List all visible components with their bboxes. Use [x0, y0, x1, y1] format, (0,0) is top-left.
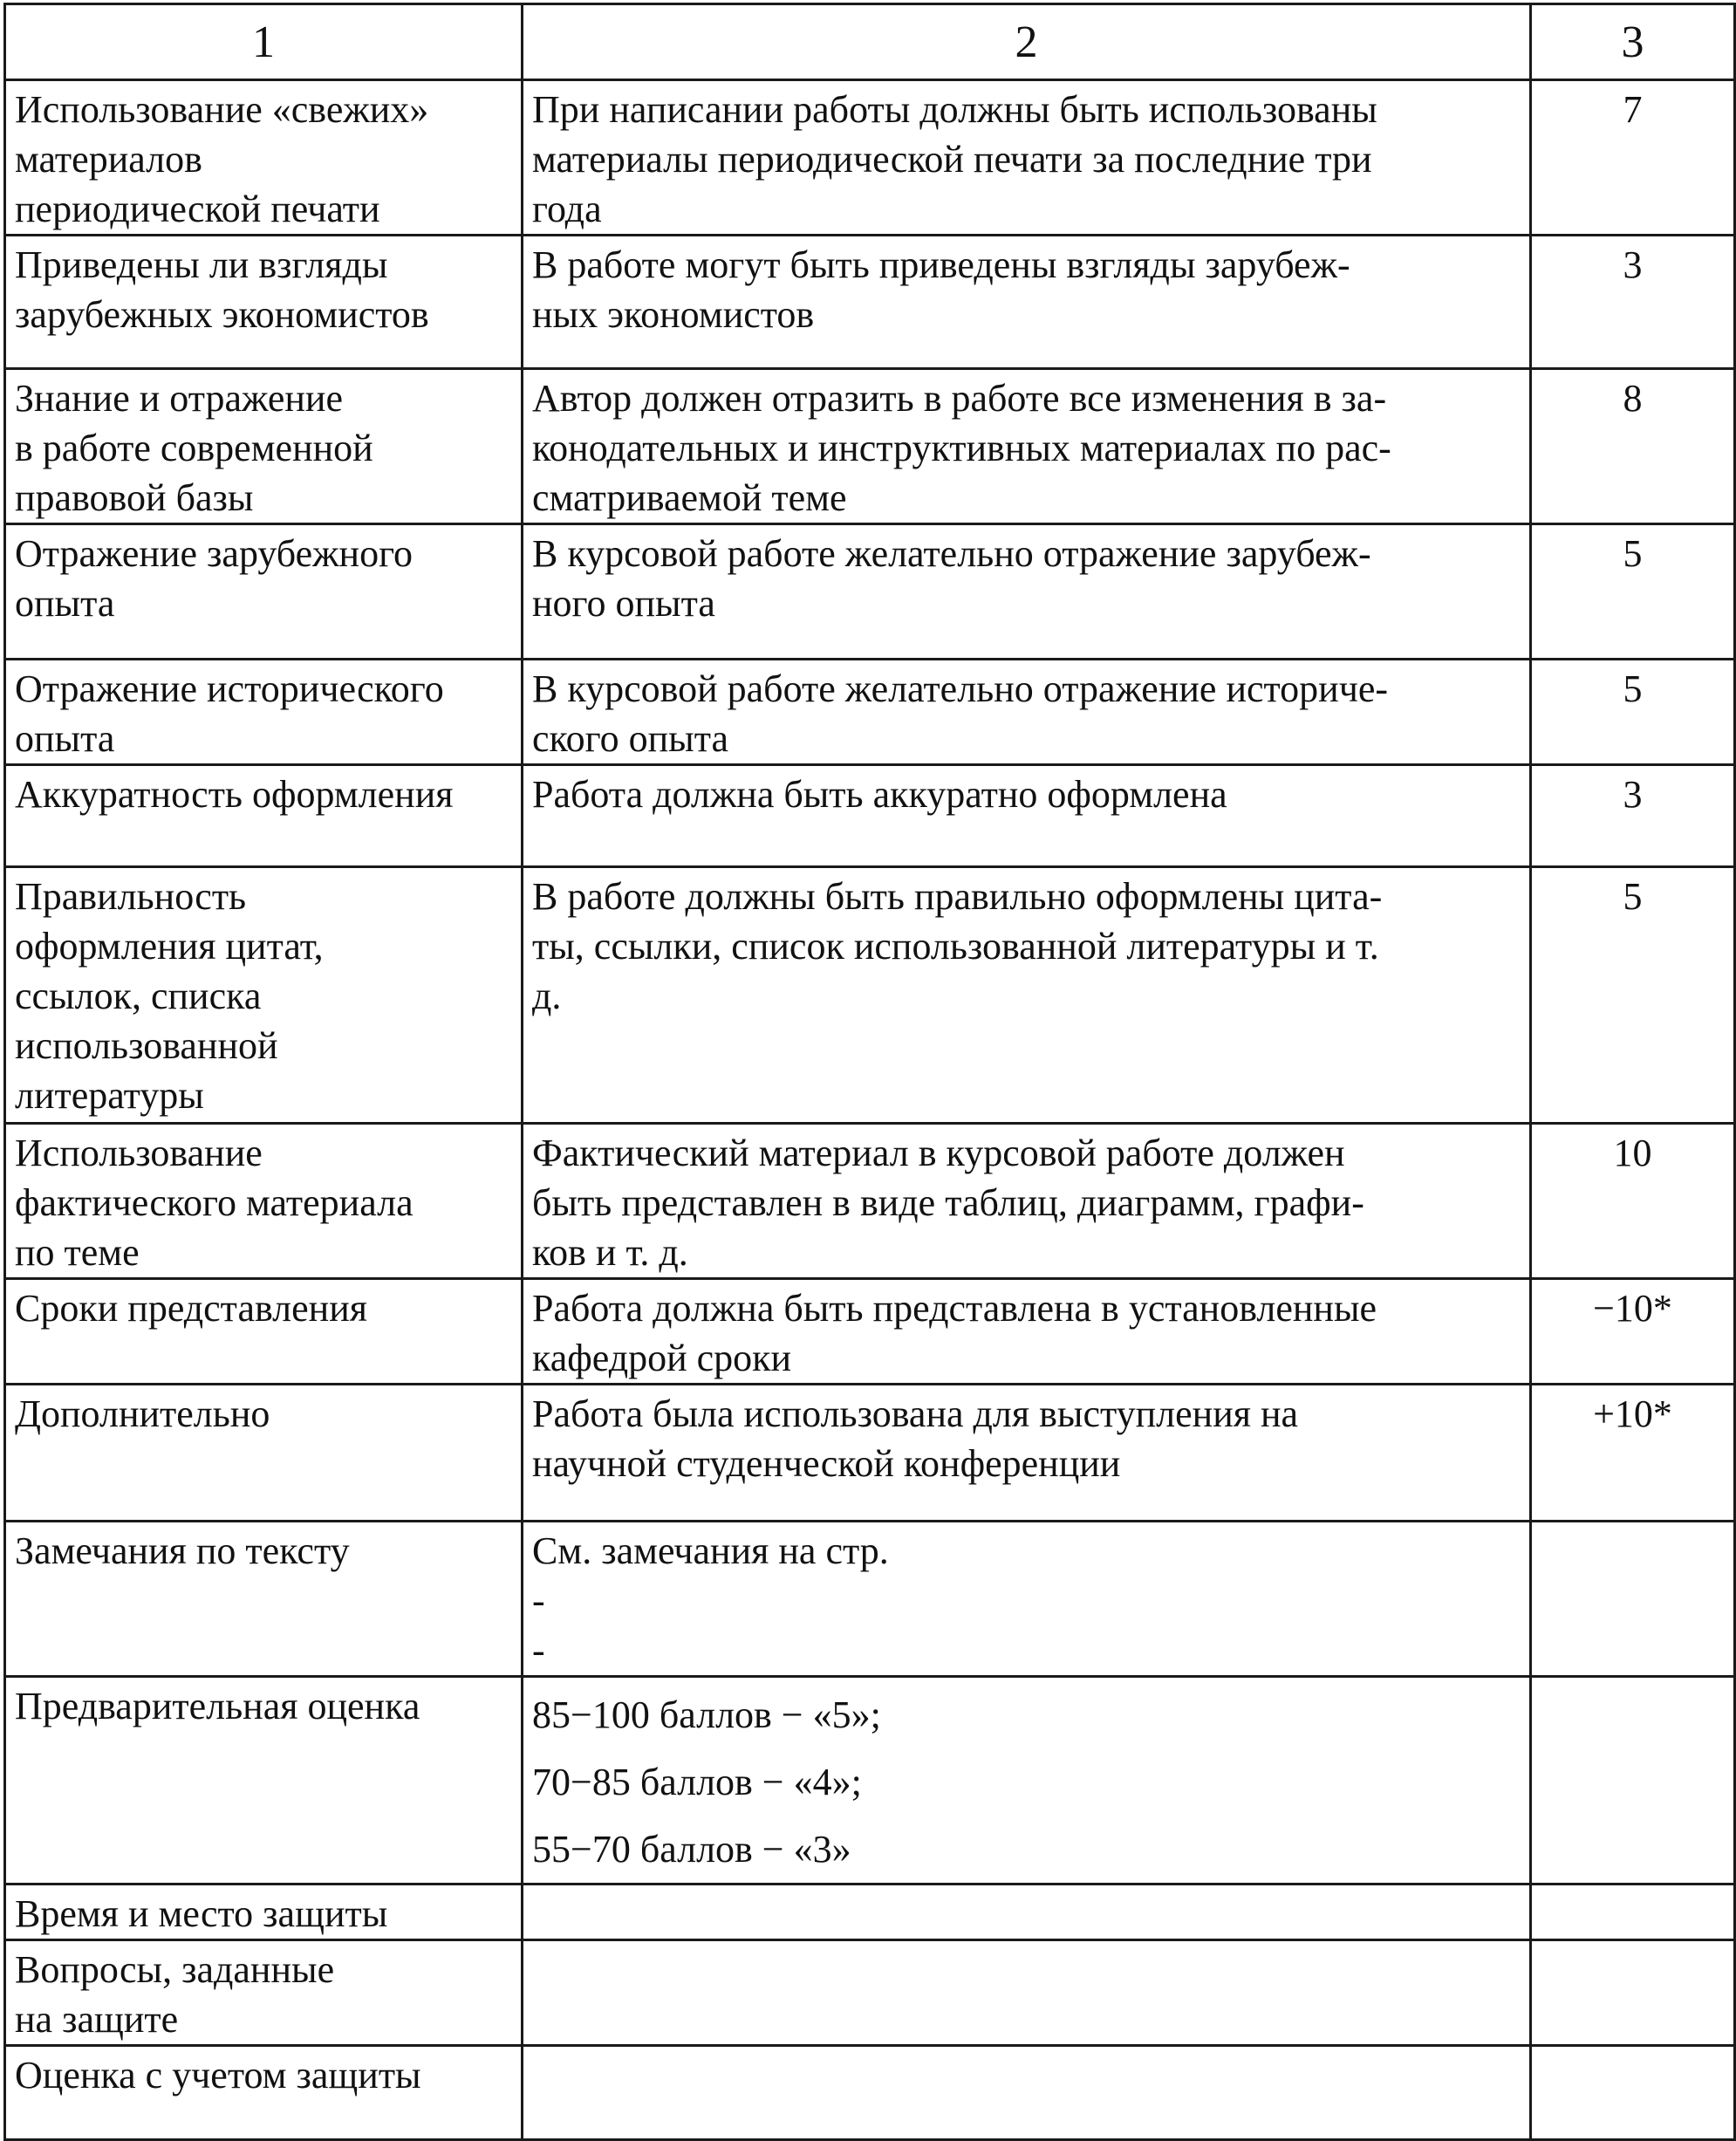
requirement-line: материалы периодической печати за последние три — [532, 138, 1372, 181]
requirement-line: ты, ссылки, список использованной литературы и т. — [532, 925, 1379, 968]
requirement-cell — [523, 2046, 1531, 2140]
requirement-cell — [523, 1279, 1531, 1385]
table-row — [5, 524, 1735, 660]
requirement-cell — [523, 1677, 1531, 1884]
requirement-cell — [523, 524, 1531, 660]
criterion-cell — [5, 1940, 523, 2046]
points-cell: 5 — [1531, 867, 1735, 1124]
table-row — [5, 867, 1735, 1124]
criterion-cell — [5, 1279, 523, 1385]
requirement-line: В курсовой работе желательно отражение историче- — [532, 667, 1389, 710]
table-row — [5, 2046, 1735, 2140]
points-cell: 5 — [1531, 524, 1735, 660]
criterion-line: литературы — [15, 1074, 204, 1117]
requirement-line: конодательных и инструктивных материалах по рас- — [532, 427, 1391, 469]
requirement-line: В курсовой работе желательно отражение зарубеж- — [532, 532, 1371, 575]
requirement-line: ных экономистов — [532, 293, 815, 336]
requirement-cell — [523, 236, 1531, 369]
requirement-line: быть представлен в виде таблиц, диаграмм, графи- — [532, 1181, 1364, 1224]
criterion-line: Дополнительно — [15, 1392, 270, 1435]
column-header-2: 2 — [523, 4, 1531, 80]
points-cell: 3 — [1531, 236, 1735, 369]
points-cell: 10 — [1531, 1124, 1735, 1279]
table-row — [5, 236, 1735, 369]
table-row — [5, 660, 1735, 765]
table-row — [5, 1385, 1735, 1522]
table-row — [5, 1884, 1735, 1940]
criterion-line: Использование — [15, 1132, 263, 1174]
criterion-cell — [5, 1884, 523, 1940]
points-cell: 5 — [1531, 660, 1735, 765]
requirement-line: д. — [532, 975, 562, 1017]
requirement-line: Фактический материал в курсовой работе должен — [532, 1132, 1345, 1174]
requirement-line: ского опыта — [532, 717, 729, 760]
requirement-cell — [523, 765, 1531, 867]
criterion-line: опыта — [15, 717, 115, 760]
criterion-cell — [5, 80, 523, 236]
requirement-line: научной студенческой конференции — [532, 1442, 1121, 1485]
requirement-line: Работа должна быть аккуратно оформлена — [532, 773, 1227, 816]
table-row — [5, 1522, 1735, 1677]
criterion-line: оформления цитат, — [15, 925, 324, 968]
requirement-line: - — [532, 1579, 545, 1622]
requirement-cell — [523, 1522, 1531, 1677]
criterion-cell — [5, 2046, 523, 2140]
criterion-line: Отражение исторического — [15, 667, 444, 710]
criterion-cell — [5, 1385, 523, 1522]
column-header-1: 1 — [5, 4, 523, 80]
table-row — [5, 1124, 1735, 1279]
criterion-line: по теме — [15, 1231, 140, 1274]
requirement-cell — [523, 660, 1531, 765]
table-row — [5, 1677, 1735, 1884]
criterion-cell — [5, 369, 523, 524]
points-cell: −10* — [1531, 1279, 1735, 1385]
requirement-cell — [523, 369, 1531, 524]
grade-scale-line: 85−100 баллов − «5»; — [532, 1693, 881, 1736]
requirement-cell — [523, 1884, 1531, 1940]
grade-scale-line: 70−85 баллов − «4»; — [532, 1761, 862, 1803]
table-row — [5, 1279, 1735, 1385]
header-row — [5, 4, 1735, 80]
requirement-line: При написании работы должны быть использованы — [532, 88, 1377, 131]
criterion-cell — [5, 867, 523, 1124]
criterion-line: опыта — [15, 582, 115, 625]
criterion-line: Предварительная оценка — [15, 1685, 420, 1727]
criterion-line: Аккуратность оформления — [15, 773, 454, 816]
points-cell — [1531, 1884, 1735, 1940]
requirement-cell — [523, 1385, 1531, 1522]
requirement-line: См. замечания на стр. — [532, 1529, 889, 1572]
criterion-line: правовой базы — [15, 476, 254, 519]
points-cell — [1531, 1677, 1735, 1884]
criterion-line: Вопросы, заданные — [15, 1948, 335, 1991]
requirement-cell — [523, 867, 1531, 1124]
column-header-3: 3 — [1531, 4, 1735, 80]
criterion-line: материалов — [15, 138, 202, 181]
points-cell — [1531, 1940, 1735, 2046]
table-row — [5, 765, 1735, 867]
criterion-cell — [5, 1124, 523, 1279]
requirement-line: года — [532, 188, 602, 230]
criterion-line: Правильность — [15, 875, 247, 918]
points-cell: +10* — [1531, 1385, 1735, 1522]
points-cell — [1531, 2046, 1735, 2140]
criterion-line: Приведены ли взгляды — [15, 243, 388, 286]
requirement-line: сматриваемой теме — [532, 476, 847, 519]
criterion-line: Знание и отражение — [15, 377, 343, 420]
criterion-line: в работе современной — [15, 427, 373, 469]
requirement-line: В работе могут быть приведены взгляды зарубеж- — [532, 243, 1350, 286]
criterion-line: зарубежных экономистов — [15, 293, 429, 336]
criterion-cell — [5, 524, 523, 660]
requirement-line: кафедрой сроки — [532, 1337, 792, 1379]
criterion-line: использованной — [15, 1024, 278, 1067]
grade-scale-line: 55−70 баллов − «3» — [532, 1828, 851, 1871]
criterion-line: Сроки представления — [15, 1287, 367, 1330]
table-row — [5, 1940, 1735, 2046]
criterion-line: Использование «свежих» — [15, 88, 429, 131]
requirement-cell — [523, 80, 1531, 236]
criterion-line: Время и место защиты — [15, 1892, 388, 1935]
requirement-line: Работа должна быть представлена в установленные — [532, 1287, 1377, 1330]
evaluation-table — [3, 3, 1736, 2141]
points-cell: 7 — [1531, 80, 1735, 236]
criterion-line: Отражение зарубежного — [15, 532, 413, 575]
criterion-cell — [5, 1677, 523, 1884]
points-cell: 8 — [1531, 369, 1735, 524]
requirement-line: Работа была использована для выступления на — [532, 1392, 1299, 1435]
criterion-line: Замечания по тексту — [15, 1529, 350, 1572]
criterion-cell — [5, 1522, 523, 1677]
table-row — [5, 80, 1735, 236]
points-cell — [1531, 1522, 1735, 1677]
requirement-line: Автор должен отразить в работе все изменения в за- — [532, 377, 1387, 420]
table-row — [5, 369, 1735, 524]
points-cell: 3 — [1531, 765, 1735, 867]
requirement-line: В работе должны быть правильно оформлены цита- — [532, 875, 1383, 918]
requirement-line: - — [532, 1629, 545, 1672]
requirement-cell — [523, 1940, 1531, 2046]
criterion-line: Оценка с учетом защиты — [15, 2054, 421, 2097]
requirement-line: ного опыта — [532, 582, 715, 625]
requirement-cell — [523, 1124, 1531, 1279]
criterion-cell — [5, 236, 523, 369]
criterion-line: фактического материала — [15, 1181, 413, 1224]
criterion-cell — [5, 765, 523, 867]
requirement-line: ков и т. д. — [532, 1231, 688, 1274]
criterion-line: ссылок, списка — [15, 975, 262, 1017]
criterion-cell — [5, 660, 523, 765]
criterion-line: на защите — [15, 1998, 179, 2041]
criterion-line: периодической печати — [15, 188, 380, 230]
